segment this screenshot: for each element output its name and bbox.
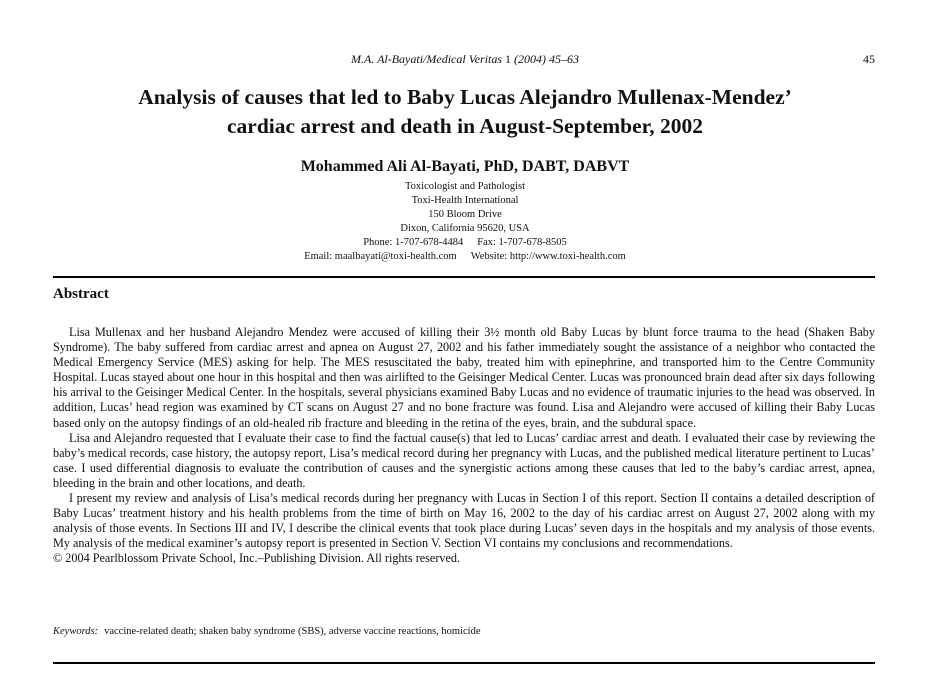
citation-suffix: (2004) 45–63 <box>514 52 580 66</box>
title-line-2: cardiac arrest and death in August-September, 2002 <box>227 114 703 138</box>
author-fax: Fax: 1-707-678-8505 <box>477 237 567 248</box>
citation-prefix: M.A. Al-Bayati/Medical Veritas <box>350 52 503 66</box>
keywords-text: vaccine-related death; shaken baby syndrome (SBS), adverse vaccine reactions, homicide <box>104 626 481 637</box>
paper-title <box>60 83 870 141</box>
author-street: 150 Bloom Drive <box>428 209 502 220</box>
footer-divider <box>53 662 875 664</box>
title-line-1: Analysis of causes that led to Baby Lucas Alejandro Mullenax-Mendez’ <box>138 85 792 109</box>
author-affiliation <box>0 180 930 264</box>
author-email: Email: maalbayati@toxi-health.com <box>304 251 457 262</box>
author-city: Dixon, California 95620, USA <box>400 223 530 234</box>
author-name: Mohammed Ali Al-Bayati, PhD, DABT, DABVT <box>300 158 630 175</box>
abstract-paragraph-2: Lisa and Alejandro requested that I evaluate their case to find the factual cause(s) that led to Lucas’ cardiac arrest and death. I evaluated their case by reviewing the baby’s medical records, case history, the autopsy report, Lisa’s medical record during her pregnancy with Lucas, and the published medical literature pertinent to Lucas’ case. I used differential diagnosis to evaluate the contribution of causes and the synergistic actions among these causes that led to the baby’s cardiac arrest, apnea, bleeding in the brain and other locations, and death. <box>53 430 875 490</box>
keywords <box>53 626 481 637</box>
running-head <box>0 52 930 70</box>
abstract-body <box>53 325 875 567</box>
citation-volume: 1 <box>502 52 515 66</box>
author-organization: Toxi-Health International <box>411 195 519 206</box>
author-website: Website: http://www.toxi-health.com <box>470 251 626 262</box>
header-divider <box>53 276 875 278</box>
abstract-paragraph-3: I present my review and analysis of Lisa’s medical records during her pregnancy with Lucas in Section I of this report. Section II contains a detailed description of Baby Lucas’ treatment history and his health problems from the time of birth on May 16, 2002 to the day of his cardiac arrest on August 27, 2002 along with my analysis of those events. In Sections III and IV, I describe the clinical events that took place during Lucas’ seven days in the hospitals and my analysis of those events. My analysis of the medical examiner’s autopsy report is presented in Section V. Section VI contains my conclusions and recommendations. <box>53 491 875 551</box>
copyright-notice: © 2004 Pearlblossom Private School, Inc.–Publishing Division. All rights reserved. <box>53 551 461 566</box>
page-number: 45 <box>863 52 875 66</box>
author-role: Toxicologist and Pathologist <box>404 181 525 192</box>
abstract-heading: Abstract <box>53 286 109 302</box>
abstract-paragraph-1: Lisa Mullenax and her husband Alejandro Mendez were accused of killing their 3½ month old Baby Lucas by blunt force trauma to the head (Shaken Baby Syndrome). The baby suffered from cardiac arrest and apnea on August 27, 2002 and his father immediately sought the assistance of a neighbor who contacted the Medical Emergency Service (MES) asking for help. The MES resuscitated the baby, treated him with epinephrine, and transported him to the Centre Community Hospital. Lucas stayed about one hour in this hospital and then was airlifted to the Geisinger Medical Center. Lucas was pronounced brain dead after six days following his arrival to the Geisinger Medical Center. In the hospitals, several physicians examined Baby Lucas and no evidence of traumatic injuries to the head was observed. In addition, Lucas’ head region was examined by CT scans on August 27 and no bone fracture was found. Lisa and Alejandro were accused of killing their Baby Lucas based only on the autopsy findings of an old-healed rib fracture and bleeding in the retina of the eyes, brain, and the subdural space. <box>53 325 875 430</box>
citation <box>0 52 930 67</box>
keywords-label: Keywords: <box>53 626 99 637</box>
author-phone: Phone: 1-707-678-4484 <box>363 237 464 248</box>
phone-fax-line <box>0 236 930 250</box>
email-web-line <box>0 250 930 264</box>
